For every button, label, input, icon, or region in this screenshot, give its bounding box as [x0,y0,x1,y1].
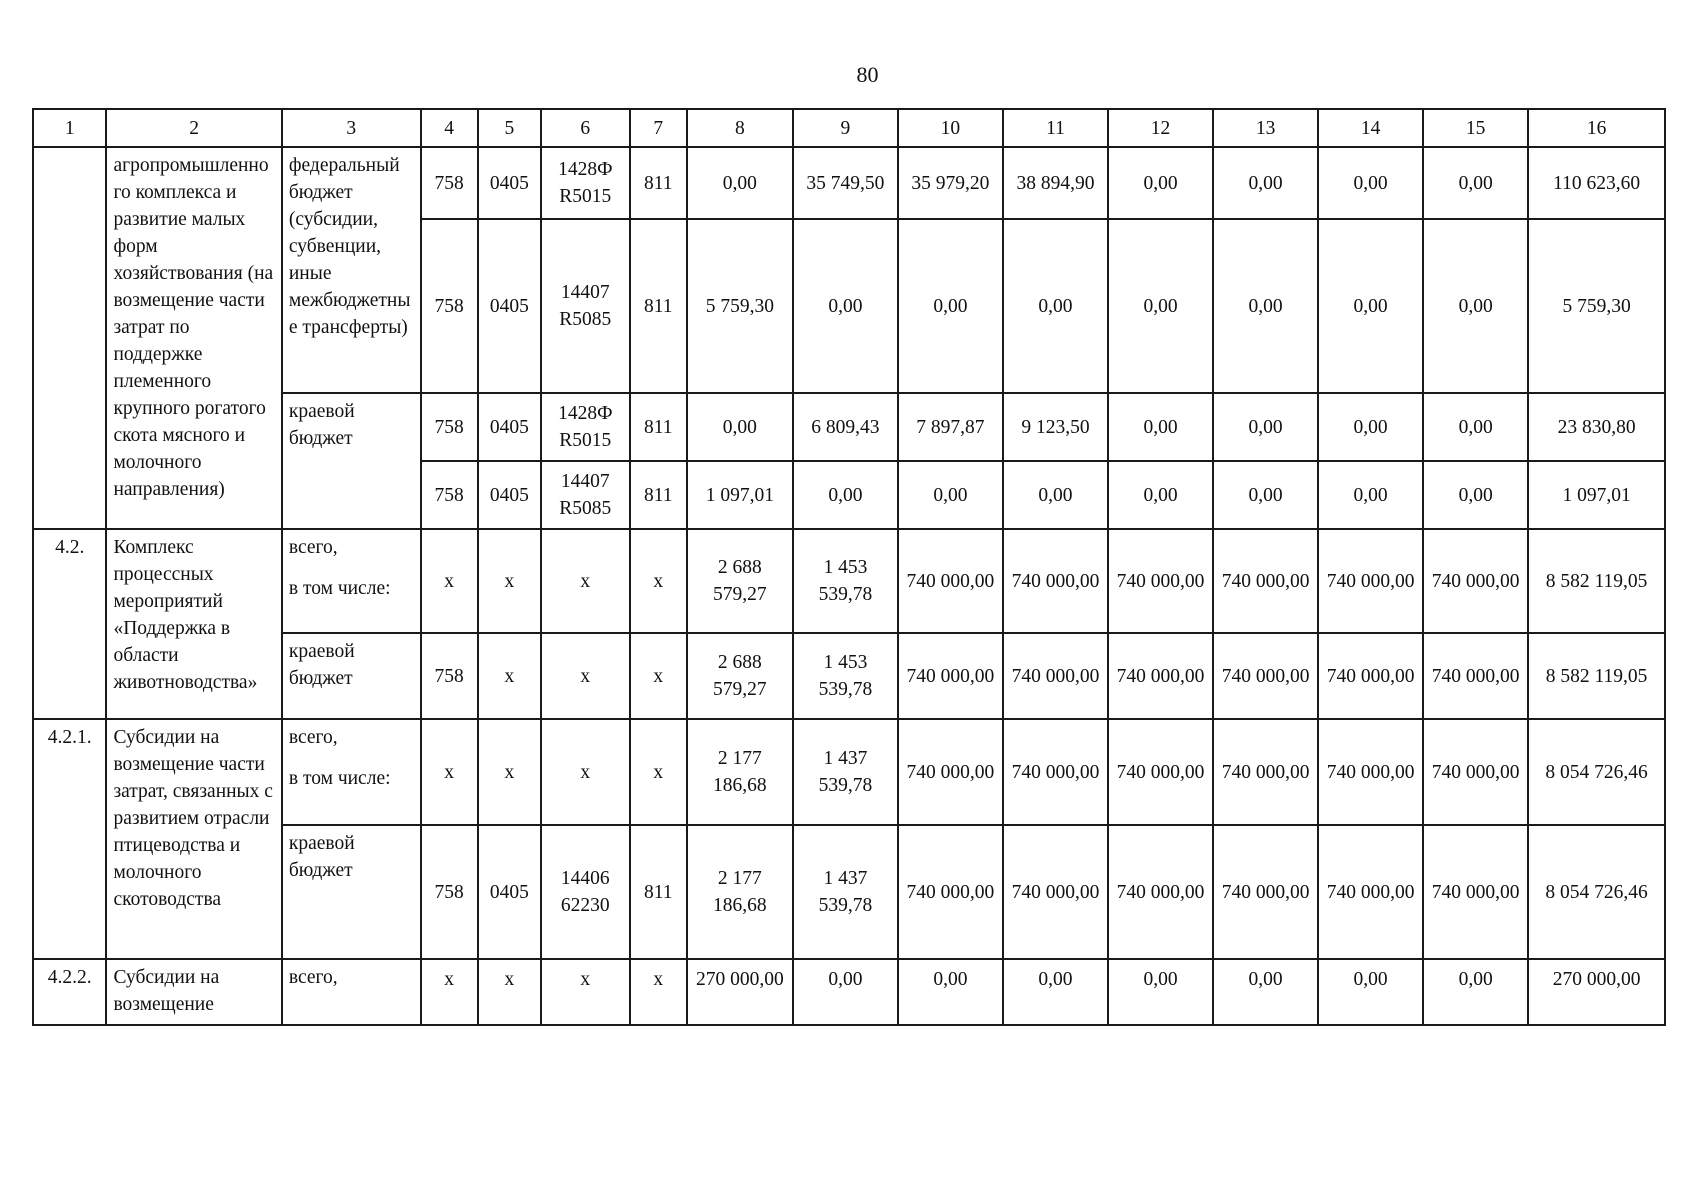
code-cell: х [478,959,541,1025]
amount-cell: 740 000,00 [1003,825,1108,959]
code-cell: 811 [630,825,687,959]
amount-cell: 1 453 539,78 [793,633,898,719]
code-cell: 14406 62230 [541,825,630,959]
amount-cell: 740 000,00 [1423,529,1528,633]
amount-cell: 2 177 186,68 [687,719,793,825]
code-cell: 758 [421,147,478,219]
amount-cell: 1 437 539,78 [793,825,898,959]
code-cell: х [541,529,630,633]
amount-cell: 5 759,30 [687,219,793,393]
amount-cell: 0,00 [1318,461,1423,529]
amount-cell: 0,00 [1108,393,1213,461]
amount-cell: 110 623,60 [1528,147,1665,219]
amount-cell: 1 097,01 [1528,461,1665,529]
code-cell: х [478,719,541,825]
amount-cell: 0,00 [1213,219,1318,393]
amount-cell: 0,00 [1423,959,1528,1025]
amount-cell: 0,00 [1108,959,1213,1025]
amount-cell: 270 000,00 [1528,959,1665,1025]
code-cell: 758 [421,825,478,959]
code-cell: х [630,959,687,1025]
code-cell: 0405 [478,219,541,393]
code-cell: 0405 [478,147,541,219]
header-cell: 9 [793,109,898,147]
code-cell: х [478,633,541,719]
amount-cell: 1 453 539,78 [793,529,898,633]
amount-cell: 0,00 [1423,219,1528,393]
funding-source-sub: в том числе: [288,578,391,599]
amount-cell: 2 177 186,68 [687,825,793,959]
amount-cell: 740 000,00 [898,529,1003,633]
amount-cell: 0,00 [1003,219,1108,393]
code-cell: 811 [630,147,687,219]
amount-cell: 0,00 [1003,461,1108,529]
page-number: 80 [856,62,879,87]
table-body [33,109,1665,1025]
code-cell: х [421,719,478,825]
amount-cell: 23 830,80 [1528,393,1665,461]
amount-cell: 0,00 [898,461,1003,529]
code-cell: х [478,529,541,633]
amount-cell: 0,00 [1318,959,1423,1025]
code-cell: 1428Ф R5015 [541,147,630,219]
amount-cell: 0,00 [1423,147,1528,219]
amount-cell: 0,00 [687,147,793,219]
code-cell: 1428Ф R5015 [541,393,630,461]
funding-source: краевой бюджет [282,825,421,959]
header-cell: 7 [630,109,687,147]
funding-source: всего, [282,959,421,1025]
code-cell: 0405 [478,461,541,529]
table-row [33,719,1665,825]
header-cell: 14 [1318,109,1423,147]
funding-source-total: всего, [288,537,338,558]
amount-cell: 0,00 [1003,959,1108,1025]
amount-cell: 0,00 [1318,219,1423,393]
amount-cell: 740 000,00 [1003,529,1108,633]
amount-cell: 740 000,00 [1003,719,1108,825]
funding-source: краевой бюджет [282,633,421,719]
code-cell: 0405 [478,393,541,461]
table-row [33,529,1665,633]
amount-cell: 0,00 [1213,461,1318,529]
amount-cell: 740 000,00 [1423,825,1528,959]
code-cell: х [630,719,687,825]
budget-table [32,108,1666,1026]
amount-cell: 740 000,00 [1108,633,1213,719]
amount-cell: 1 437 539,78 [793,719,898,825]
table-row [33,147,1665,219]
code-cell: 0405 [478,825,541,959]
funding-source: федеральный бюджет (субсидии, субвенции, иные межбюджетные трансферты) [282,147,421,393]
amount-cell: 0,00 [793,461,898,529]
amount-cell: 740 000,00 [1213,633,1318,719]
row-index: 4.2. [33,529,106,719]
amount-cell: 0,00 [687,393,793,461]
header-cell: 15 [1423,109,1528,147]
code-cell: х [630,529,687,633]
code-cell: 14407 R5085 [541,219,630,393]
amount-cell: 1 097,01 [687,461,793,529]
code-cell: 758 [421,219,478,393]
amount-cell: 0,00 [1213,147,1318,219]
amount-cell: 740 000,00 [1318,633,1423,719]
amount-cell: 5 759,30 [1528,219,1665,393]
amount-cell: 0,00 [1108,461,1213,529]
code-cell: 811 [630,461,687,529]
funding-source [282,719,421,825]
amount-cell: 740 000,00 [898,719,1003,825]
amount-cell: 740 000,00 [1213,529,1318,633]
amount-cell: 8 054 726,46 [1528,719,1665,825]
row-index: 4.2.2. [33,959,106,1025]
header-cell: 8 [687,109,793,147]
amount-cell: 0,00 [898,959,1003,1025]
amount-cell: 740 000,00 [898,633,1003,719]
row-index [33,147,106,529]
amount-cell: 740 000,00 [1213,825,1318,959]
header-cell: 13 [1213,109,1318,147]
header-cell: 1 [33,109,106,147]
funding-source [282,529,421,633]
amount-cell: 740 000,00 [1318,529,1423,633]
amount-cell: 740 000,00 [1108,719,1213,825]
amount-cell: 740 000,00 [1318,719,1423,825]
code-cell: 811 [630,393,687,461]
header-cell: 10 [898,109,1003,147]
header-cell: 6 [541,109,630,147]
amount-cell: 38 894,90 [1003,147,1108,219]
amount-cell: 8 582 119,05 [1528,529,1665,633]
header-cell: 4 [421,109,478,147]
amount-cell: 6 809,43 [793,393,898,461]
funding-source-sub: в том числе: [288,768,391,789]
amount-cell: 0,00 [793,219,898,393]
measure-name: Субсидии на возмещение [106,959,281,1025]
amount-cell: 2 688 579,27 [687,529,793,633]
row-index: 4.2.1. [33,719,106,959]
header-cell: 16 [1528,109,1665,147]
measure-name: агропромышленного комплекса и развитие малых форм хозяйствования (на возмещение части затрат по поддержке племенного крупного рогатого скота мясного и молочного направления) [106,147,281,529]
code-cell: 758 [421,461,478,529]
code-cell: х [421,959,478,1025]
code-cell: х [421,529,478,633]
amount-cell: 0,00 [1318,147,1423,219]
amount-cell: 35 979,20 [898,147,1003,219]
amount-cell: 2 688 579,27 [687,633,793,719]
header-cell: 3 [282,109,421,147]
amount-cell: 740 000,00 [1108,529,1213,633]
header-cell: 5 [478,109,541,147]
code-cell: 811 [630,219,687,393]
amount-cell: 7 897,87 [898,393,1003,461]
measure-name: Субсидии на возмещение части затрат, связанных с развитием отрасли птицеводства и молочного скотоводства [106,719,281,959]
amount-cell: 9 123,50 [1003,393,1108,461]
amount-cell: 0,00 [1213,393,1318,461]
amount-cell: 740 000,00 [1423,633,1528,719]
code-cell: х [630,633,687,719]
code-cell: х [541,959,630,1025]
amount-cell: 0,00 [1213,959,1318,1025]
amount-cell: 0,00 [898,219,1003,393]
funding-source: краевой бюджет [282,393,421,529]
amount-cell: 740 000,00 [1003,633,1108,719]
amount-cell: 0,00 [1108,147,1213,219]
amount-cell: 8 582 119,05 [1528,633,1665,719]
amount-cell: 0,00 [793,959,898,1025]
amount-cell: 35 749,50 [793,147,898,219]
measure-name: Комплекс процессных мероприятий «Поддержка в области животноводства» [106,529,281,719]
funding-source-total: всего, [288,727,338,748]
amount-cell: 0,00 [1423,393,1528,461]
header-cell: 12 [1108,109,1213,147]
code-cell: х [541,633,630,719]
amount-cell: 0,00 [1423,461,1528,529]
amount-cell: 740 000,00 [1318,825,1423,959]
amount-cell: 740 000,00 [1423,719,1528,825]
amount-cell: 740 000,00 [898,825,1003,959]
amount-cell: 0,00 [1318,393,1423,461]
header-row [33,109,1665,147]
amount-cell: 0,00 [1108,219,1213,393]
amount-cell: 740 000,00 [1108,825,1213,959]
amount-cell: 270 000,00 [687,959,793,1025]
header-cell: 2 [106,109,281,147]
code-cell: х [541,719,630,825]
code-cell: 758 [421,633,478,719]
amount-cell: 740 000,00 [1213,719,1318,825]
table-row [33,959,1665,1025]
code-cell: 758 [421,393,478,461]
header-cell: 11 [1003,109,1108,147]
code-cell: 14407 R5085 [541,461,630,529]
amount-cell: 8 054 726,46 [1528,825,1665,959]
